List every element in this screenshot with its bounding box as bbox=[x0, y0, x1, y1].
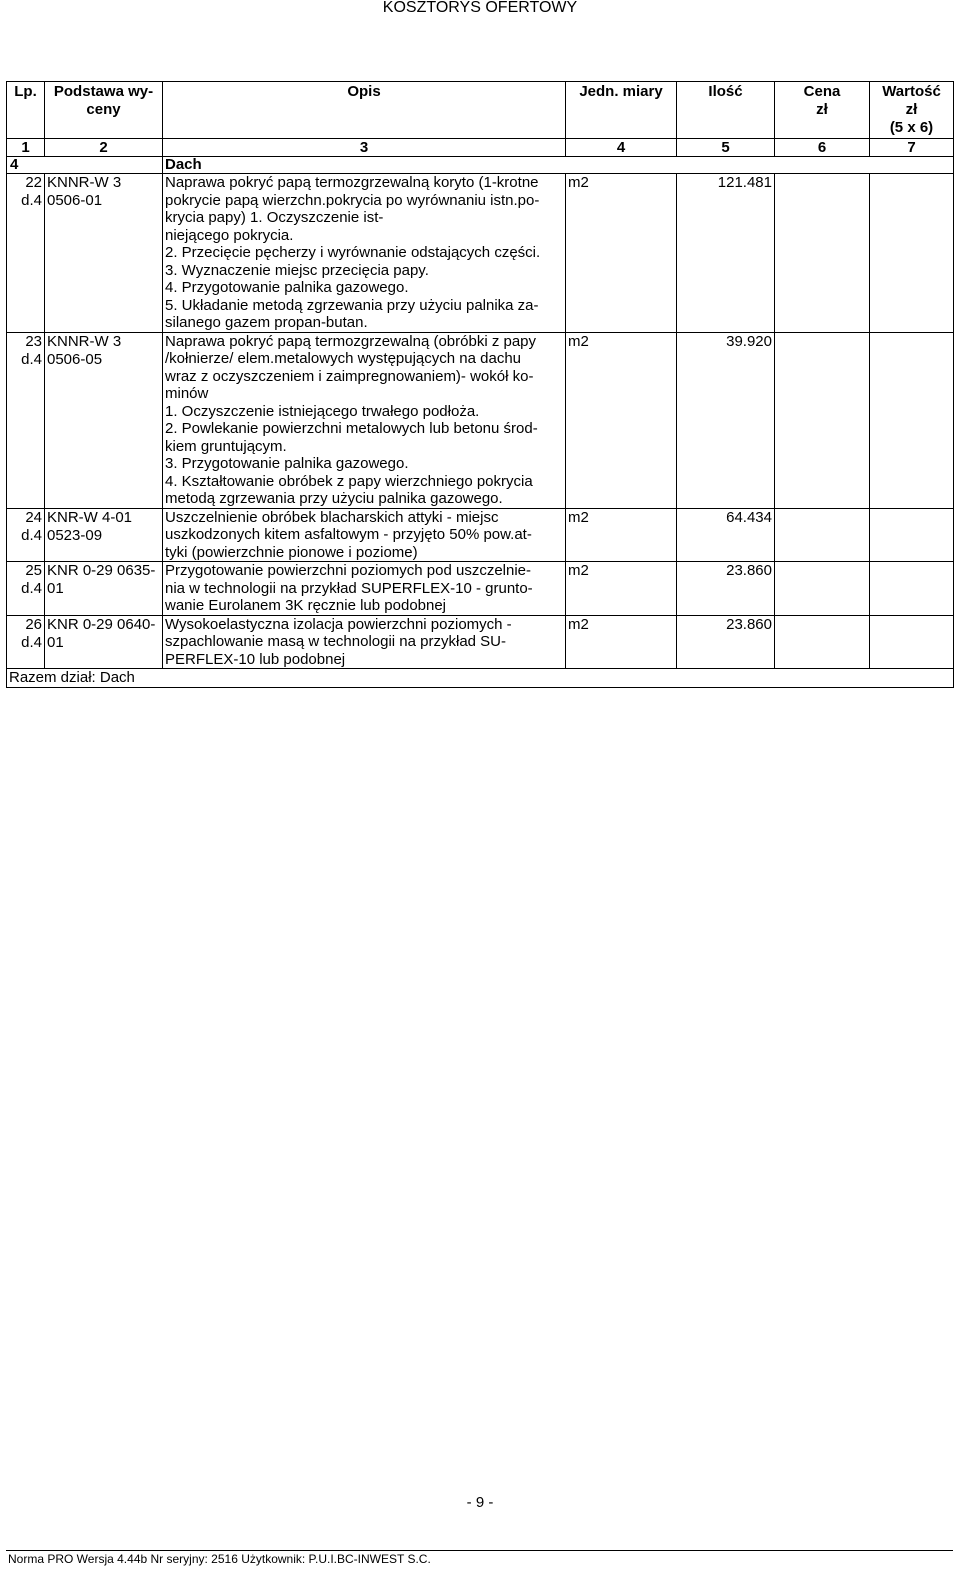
header-wartosc: Wartość zł (5 x 6) bbox=[870, 82, 954, 139]
row-ilosc: 64.434 bbox=[677, 508, 775, 562]
row-ilosc: 23.860 bbox=[677, 562, 775, 616]
row-wartosc bbox=[870, 615, 954, 669]
header-jedn-miary: Jedn. miary bbox=[566, 82, 677, 139]
section-name: Dach bbox=[163, 157, 954, 174]
section-number: 4 bbox=[7, 157, 163, 174]
row-cena bbox=[775, 332, 870, 508]
row-ilosc: 121.481 bbox=[677, 174, 775, 333]
row-podstawa: KNNR-W 3 0506-05 bbox=[45, 332, 163, 508]
row-lp: 26 d.4 bbox=[7, 615, 45, 669]
row-opis: Przygotowanie powierzchni poziomych pod uszczelnie- nia w technologii na przykład SUPERFLEX-10 - grunto- wanie Eurolanem 3K ręcznie lub podobnej bbox=[163, 562, 566, 616]
row-cena bbox=[775, 508, 870, 562]
row-podstawa: KNR 0-29 0640- 01 bbox=[45, 615, 163, 669]
table-row bbox=[7, 615, 954, 669]
row-opis: Naprawa pokryć papą termozgrzewalną koryto (1-krotne pokrycie papą wierzchn.pokrycia po wyrównaniu istn.po- krycia papy) 1. Oczyszczenie ist- niejącego pokrycia. 2. Przecięcie pęcherzy i wyrównanie odstających części. 3. Wyznaczenie miejsc przecięcia papy. 4. Przygotowanie palnika gazowego. 5. Układanie metodą zgrzewania przy użyciu palnika za- silanego gazem propan-butan. bbox=[163, 174, 566, 333]
column-number: 4 bbox=[566, 139, 677, 157]
row-cena bbox=[775, 562, 870, 616]
header-podstawa: Podstawa wy- ceny bbox=[45, 82, 163, 139]
row-lp: 23 d.4 bbox=[7, 332, 45, 508]
footer-divider bbox=[6, 1550, 953, 1551]
row-lp: 25 d.4 bbox=[7, 562, 45, 616]
table-row bbox=[7, 174, 954, 333]
page-number: - 9 - bbox=[466, 1494, 494, 1511]
row-jedn: m2 bbox=[566, 562, 677, 616]
row-opis: Naprawa pokryć papą termozgrzewalną (obróbki z papy /kołnierze/ elem.metalowych występujących na dachu wraz z oczyszczeniem i zaimpregnowaniem)- wokół ko- minów 1. Oczyszczenie istniejącego trwałego podłoża. 2. Powlekanie powierzchni metalowych lub betonu środ- kiem gruntującym. 3. Przygotowanie palnika gazowego. 4. Kształtowanie obróbek z papy wierzchniego pokrycia metodą zgrzewania przy użyciu palnika gazowego. bbox=[163, 332, 566, 508]
document-title: KOSZTORYS OFERTOWY bbox=[382, 0, 578, 16]
row-jedn: m2 bbox=[566, 508, 677, 562]
row-opis: Wysokoelastyczna izolacja powierzchni poziomych - szpachlowanie masą w technologii na przykład SU- PERFLEX-10 lub podobnej bbox=[163, 615, 566, 669]
row-wartosc bbox=[870, 562, 954, 616]
column-number: 7 bbox=[870, 139, 954, 157]
column-number: 2 bbox=[45, 139, 163, 157]
header-ilosc: Ilość bbox=[677, 82, 775, 139]
row-podstawa: KNR 0-29 0635- 01 bbox=[45, 562, 163, 616]
row-podstawa: KNNR-W 3 0506-01 bbox=[45, 174, 163, 333]
table-row bbox=[7, 508, 954, 562]
section-row bbox=[7, 157, 954, 174]
column-number: 1 bbox=[7, 139, 45, 157]
row-wartosc bbox=[870, 508, 954, 562]
row-podstawa: KNR-W 4-01 0523-09 bbox=[45, 508, 163, 562]
row-wartosc bbox=[870, 174, 954, 333]
header-row bbox=[7, 82, 954, 139]
column-number: 6 bbox=[775, 139, 870, 157]
table-row bbox=[7, 332, 954, 508]
column-number: 5 bbox=[677, 139, 775, 157]
row-lp: 22 d.4 bbox=[7, 174, 45, 333]
table-row bbox=[7, 562, 954, 616]
row-ilosc: 39.920 bbox=[677, 332, 775, 508]
column-number: 3 bbox=[163, 139, 566, 157]
row-lp: 24 d.4 bbox=[7, 508, 45, 562]
header-opis: Opis bbox=[163, 82, 566, 139]
row-ilosc: 23.860 bbox=[677, 615, 775, 669]
header-cena: Cena zł bbox=[775, 82, 870, 139]
row-opis: Uszczelnienie obróbek blacharskich attyki - miejsc uszkodzonych kitem asfaltowym - przyjęto 50% pow.at- tyki (powierzchnie pionowe i poziome) bbox=[163, 508, 566, 562]
cost-estimate-table bbox=[6, 81, 954, 688]
row-jedn: m2 bbox=[566, 332, 677, 508]
row-wartosc bbox=[870, 332, 954, 508]
row-jedn: m2 bbox=[566, 615, 677, 669]
total-row bbox=[7, 669, 954, 688]
row-cena bbox=[775, 174, 870, 333]
column-number-row bbox=[7, 139, 954, 157]
total-label: Razem dział: Dach bbox=[7, 669, 954, 688]
row-jedn: m2 bbox=[566, 174, 677, 333]
footer-info: Norma PRO Wersja 4.44b Nr seryjny: 2516 Użytkownik: P.U.I.BC-INWEST S.C. bbox=[8, 1552, 431, 1566]
row-cena bbox=[775, 615, 870, 669]
header-lp: Lp. bbox=[7, 82, 45, 139]
